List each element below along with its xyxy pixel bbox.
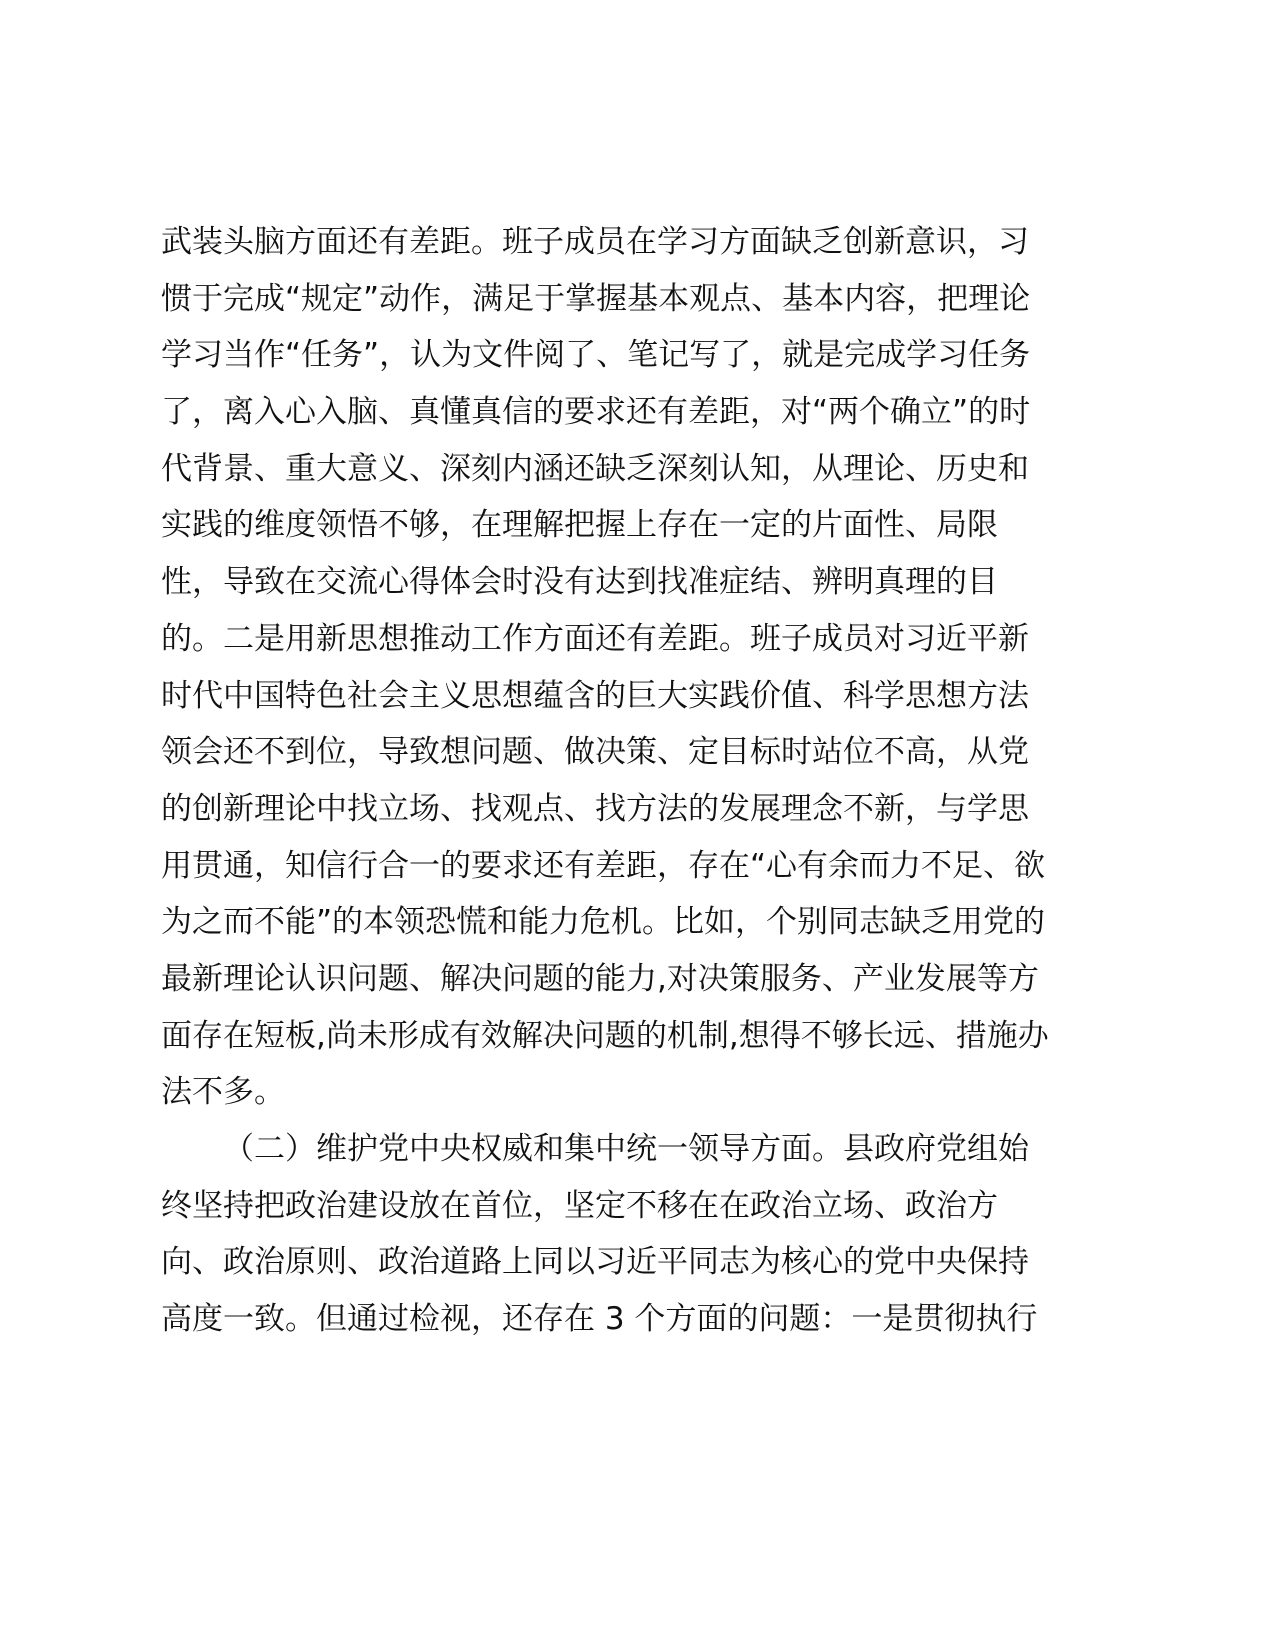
body-text [161,214,1121,1348]
text-line: 向、政治原则、政治道路上同以习近平同志为核心的党中央保持 [161,1244,1029,1281]
text-line: 领会还不到位，导致想问题、做决策、定目标时站位不高，从党 [161,734,1029,771]
text-line: 面存在短板,尚未形成有效解决问题的机制,想得不够长远、措施办 [161,1017,1049,1054]
text-line: 代背景、重大意义、深刻内涵还缺乏深刻认知，从理论、历史和 [161,450,1029,487]
text-line: 的创新理论中找立场、找观点、找方法的发展理念不新，与学思 [161,790,1029,827]
text-line: 惯于完成“规定”动作，满足于掌握基本观点、基本内容，把理论 [161,280,1031,317]
text-line: 性，导致在交流心得体会时没有达到找准症结、辨明真理的目 [161,564,998,601]
section-heading-line: （二）维护党中央权威和集中统一领导方面。县政府党组始 [223,1131,1029,1167]
text-line: 终坚持把政治建设放在首位，坚定不移在在政治立场、政治方 [161,1187,998,1224]
text-line: 武装头脑方面还有差距。班子成员在学习方面缺乏创新意识，习 [161,224,1029,260]
text-line: 了，离入心入脑、真懂真信的要求还有差距，对“两个确立”的时 [161,394,1031,431]
text-line: 高度一致。但通过检视，还存在 3 个方面的问题：一是贯彻执行 [161,1301,1038,1338]
text-line: 最新理论认识问题、解决问题的能力,对决策服务、产业发展等方 [161,960,1039,997]
text-line: 时代中国特色社会主义思想蕴含的巨大实践价值、科学思想方法 [161,677,1029,714]
text-line: 学习当作“任务”，认为文件阅了、笔记写了，就是完成学习任务 [161,337,1031,374]
text-line: 法不多。 [161,1074,285,1111]
text-line: 的。二是用新思想推动工作方面还有差距。班子成员对习近平新 [161,620,1029,657]
text-line: 实践的维度领悟不够，在理解把握上存在一定的片面性、局限 [161,507,998,544]
text-line: 为之而不能”的本领恐慌和能力危机。比如，个别同志缺乏用党的 [161,904,1046,941]
text-line: 用贯通，知信行合一的要求还有差距，存在“心有余而力不足、欲 [161,847,1046,884]
